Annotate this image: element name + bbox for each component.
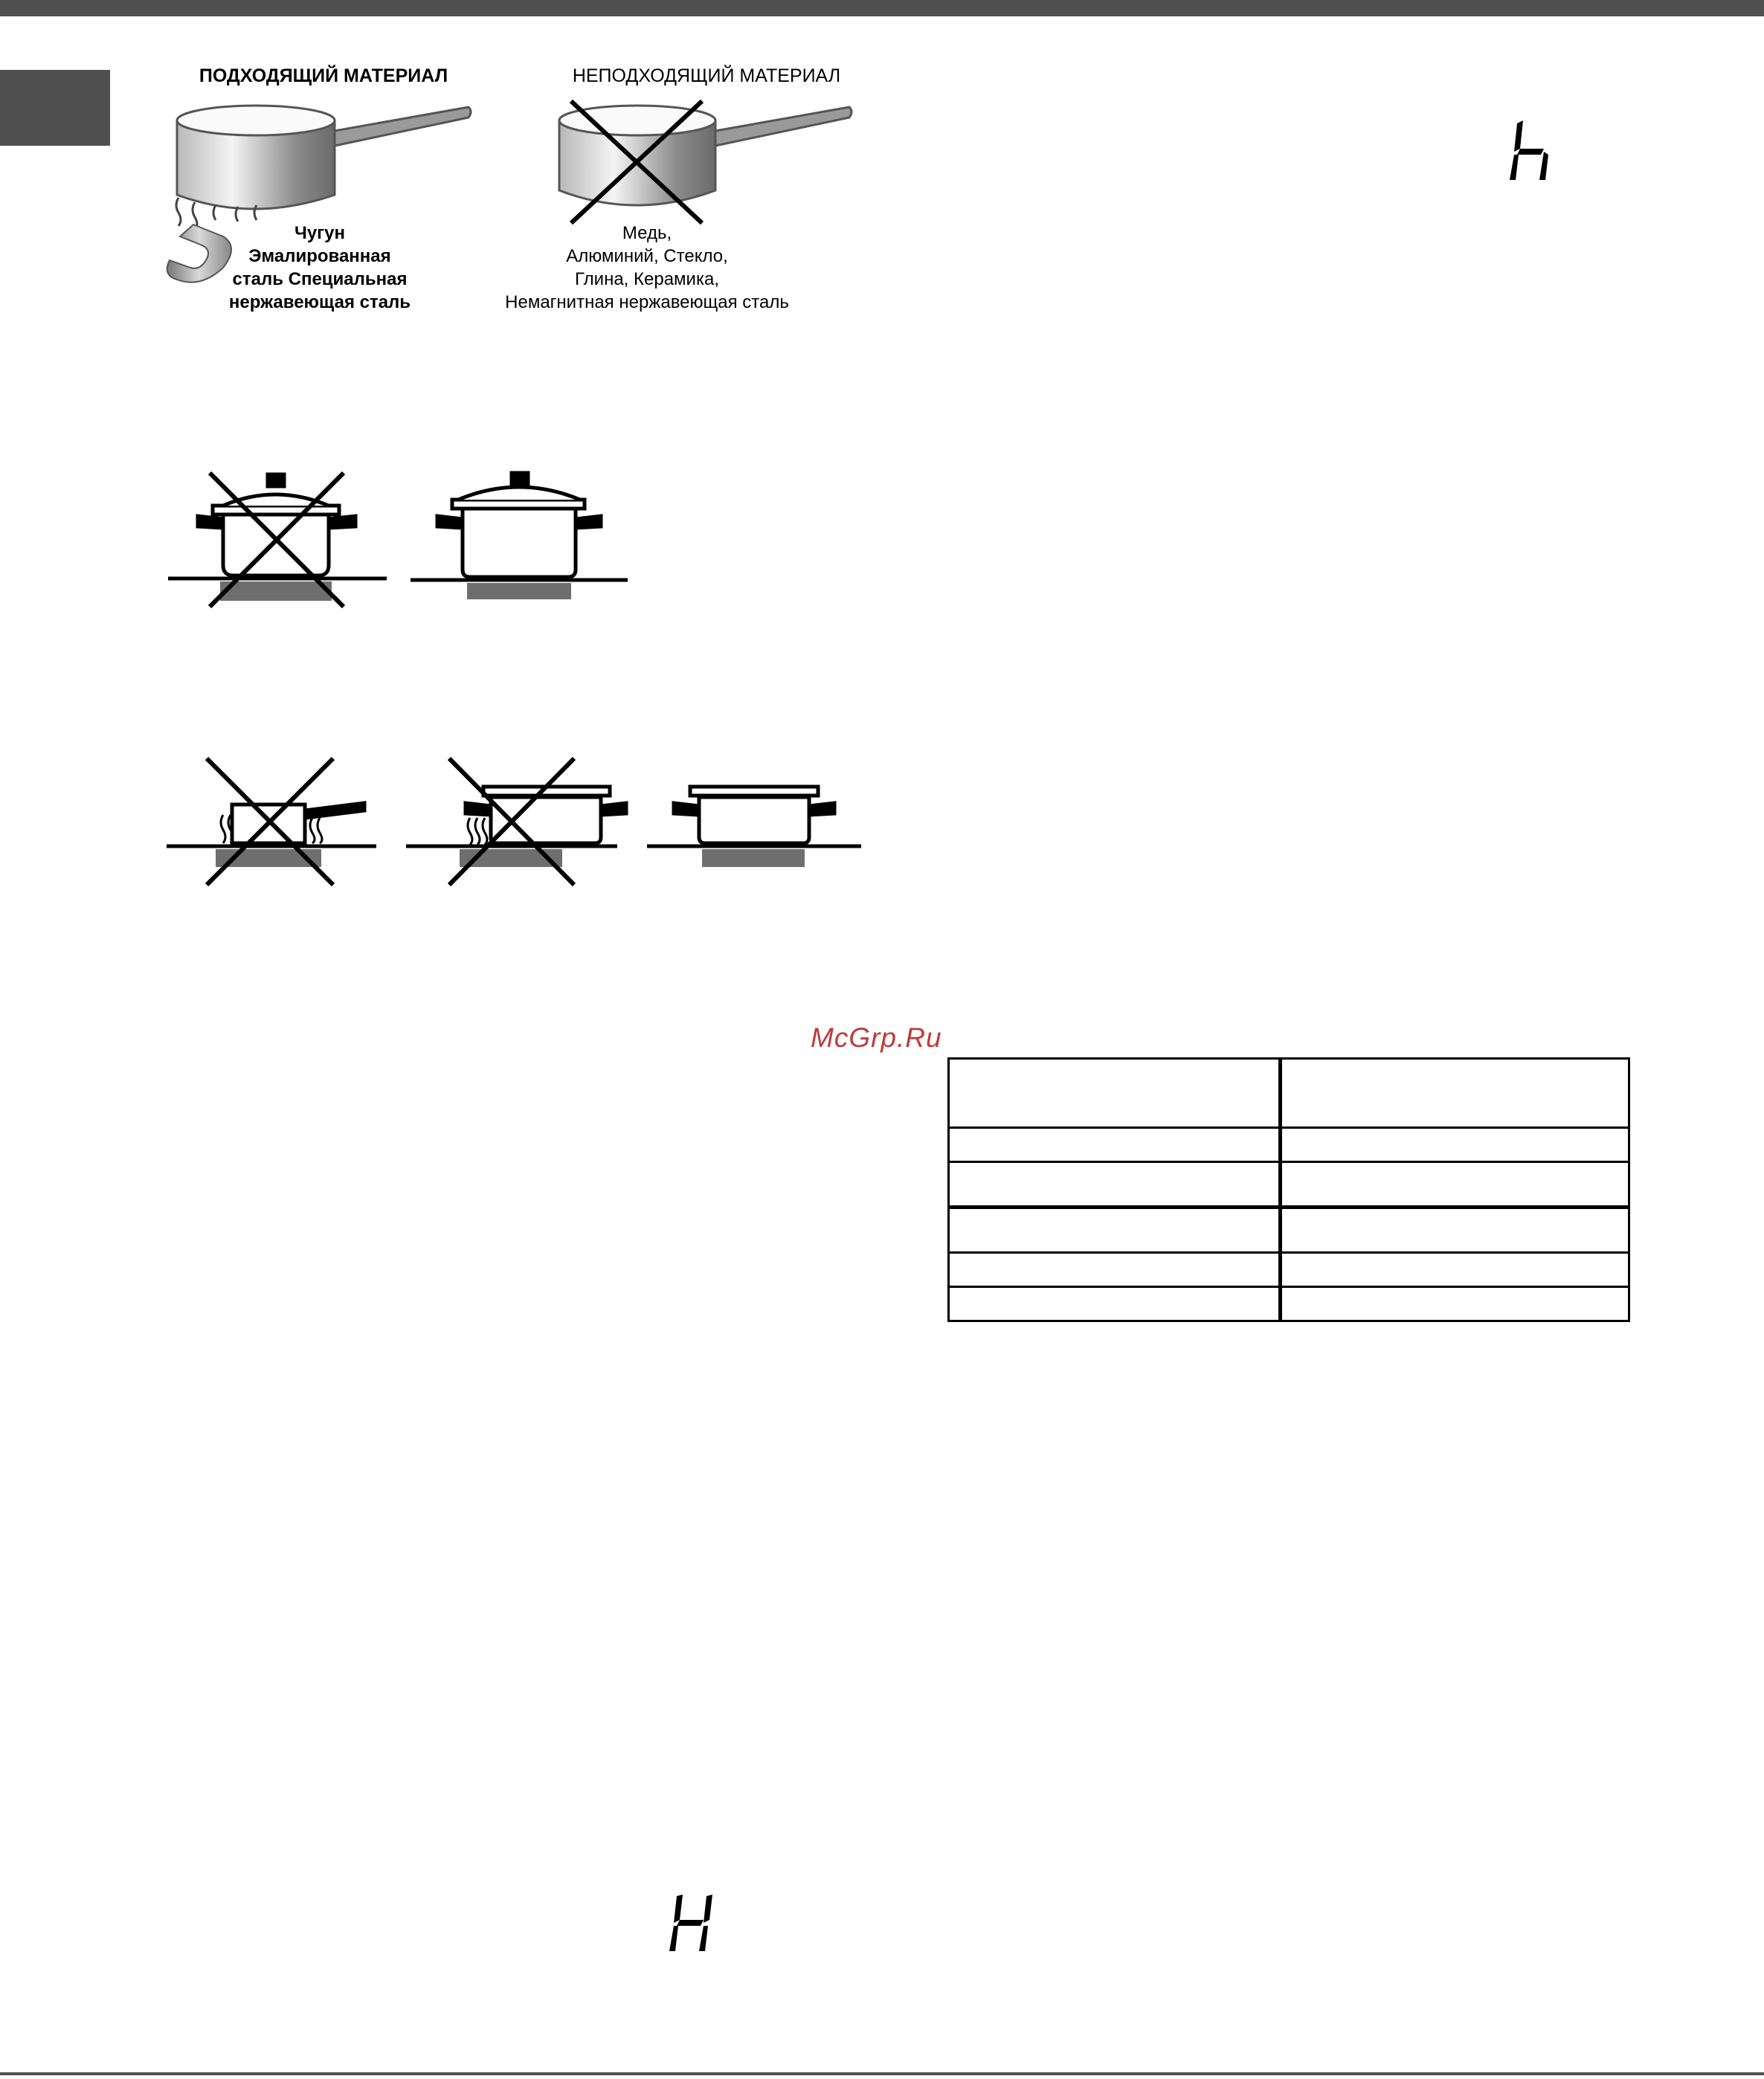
suitable-material-title: ПОДХОДЯЩИЙ МАТЕРИАЛ — [199, 65, 448, 86]
seven-segment-icon — [1510, 120, 1554, 180]
table-cell — [949, 1128, 1281, 1162]
suitable-materials-list — [186, 222, 454, 314]
table-cell — [1281, 1208, 1629, 1253]
suitable-material-item: Чугун — [294, 223, 346, 243]
table-row — [949, 1128, 1629, 1162]
suitable-material-item: Эмалированная — [248, 246, 391, 266]
table-cell — [1281, 1287, 1629, 1321]
table-cell — [1281, 1059, 1629, 1128]
pot-size-illustration — [0, 744, 892, 907]
unsuitable-material-item: Глина, Керамика, — [575, 269, 719, 289]
saucepan-icon — [177, 106, 471, 209]
watermark: McGrp.Ru — [811, 1022, 942, 1053]
suitable-material-item: сталь Специальная — [232, 269, 408, 289]
display-symbol-h — [1510, 120, 1554, 180]
table-row — [949, 1208, 1629, 1253]
suitable-saucepan-illustration — [0, 0, 1764, 372]
display-symbol-H — [669, 1895, 714, 1951]
unsuitable-material-item: Медь, — [622, 223, 672, 243]
table-cell — [949, 1208, 1281, 1253]
pot-icon — [167, 803, 376, 867]
table-cell — [949, 1059, 1281, 1128]
table-cell — [949, 1161, 1281, 1207]
table-header-row — [949, 1059, 1629, 1128]
unsuitable-materials-list — [461, 222, 833, 314]
table-row — [949, 1287, 1629, 1321]
unsuitable-material-title: НЕПОДХОДЯЩИЙ МАТЕРИАЛ — [572, 65, 841, 86]
seven-segment-icon — [669, 1895, 714, 1951]
unsuitable-material-item: Немагнитная нержавеющая сталь — [505, 292, 789, 312]
bottom-rule — [0, 2072, 1764, 2075]
table-cell — [949, 1253, 1281, 1287]
table-row — [949, 1253, 1629, 1287]
table-cell — [1281, 1128, 1629, 1162]
data-table — [947, 1057, 1630, 1322]
table-cell — [1281, 1161, 1629, 1207]
table-row — [949, 1161, 1629, 1207]
suitable-material-item: нержавеющая сталь — [228, 292, 411, 312]
table-cell — [1281, 1253, 1629, 1287]
lid-flat-bottom-illustration — [0, 446, 669, 632]
table-cell — [949, 1287, 1281, 1321]
pot-icon — [411, 473, 628, 599]
pot-icon — [647, 787, 861, 867]
unsuitable-material-item: Алюминий, Стекло, — [566, 246, 728, 266]
